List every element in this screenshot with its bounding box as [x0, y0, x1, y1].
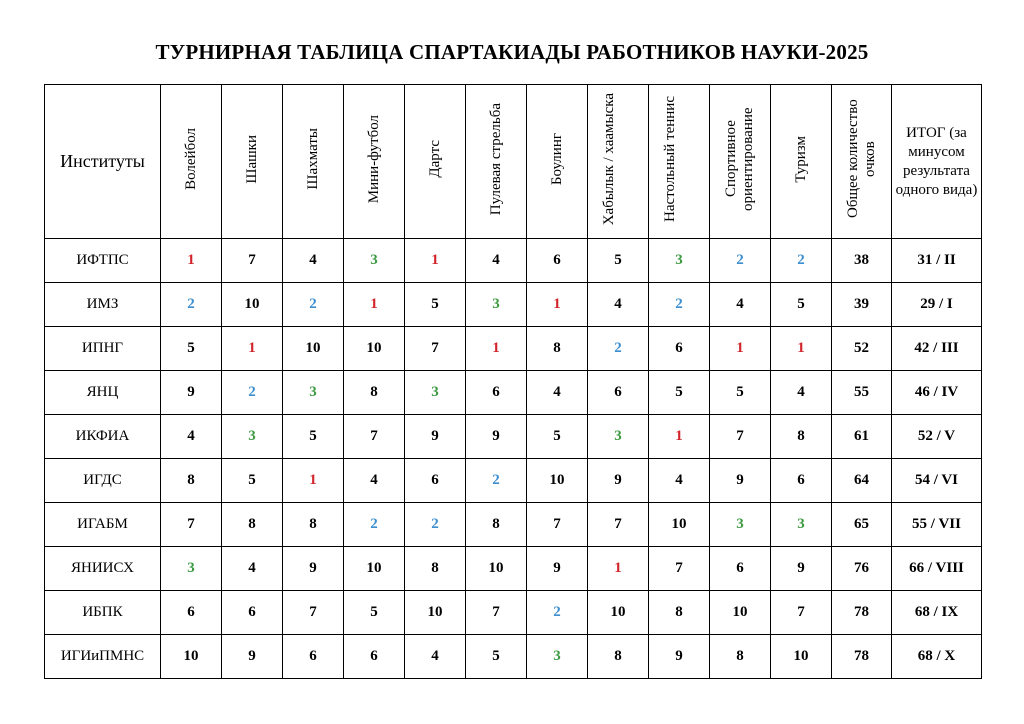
column-header-label: Мини-футбол: [365, 114, 382, 204]
place-cell: 7: [405, 327, 466, 371]
column-header-sport: [588, 85, 649, 239]
column-header-sport: [771, 85, 832, 239]
place-cell: 7: [527, 503, 588, 547]
place-cell: 8: [527, 327, 588, 371]
total-cell: 39: [832, 283, 892, 327]
place-cell: 4: [527, 371, 588, 415]
place-cell: 9: [222, 635, 283, 679]
column-header-label: Туризм: [792, 135, 809, 183]
place-cell: 1: [283, 459, 344, 503]
table-row: [45, 503, 982, 547]
place-cell: 10: [466, 547, 527, 591]
total-cell: 78: [832, 635, 892, 679]
total-cell: 65: [832, 503, 892, 547]
place-cell: 7: [649, 547, 710, 591]
place-cell: 1: [222, 327, 283, 371]
final-result-cell: 46 / IV: [892, 371, 982, 415]
place-cell: 5: [222, 459, 283, 503]
place-cell: 4: [588, 283, 649, 327]
column-header-label: Волейбол: [182, 128, 199, 190]
place-cell: 2: [344, 503, 405, 547]
place-cell: 8: [466, 503, 527, 547]
place-cell: 3: [527, 635, 588, 679]
place-cell: 8: [588, 635, 649, 679]
place-cell: 6: [710, 547, 771, 591]
place-cell: 3: [405, 371, 466, 415]
table-row: [45, 459, 982, 503]
place-cell: 6: [344, 635, 405, 679]
final-result-cell: 55 / VII: [892, 503, 982, 547]
place-cell: 1: [527, 283, 588, 327]
table-row: [45, 371, 982, 415]
place-cell: 4: [283, 239, 344, 283]
column-header-label: Пулевая стрельба: [487, 102, 504, 216]
column-header-final: ИТОГ (за минусом результата одного вида): [892, 85, 982, 239]
column-header-sport: [466, 85, 527, 239]
place-cell: 10: [649, 503, 710, 547]
table-row: [45, 283, 982, 327]
place-cell: 10: [710, 591, 771, 635]
place-cell: 9: [466, 415, 527, 459]
place-cell: 1: [405, 239, 466, 283]
standings-table: [44, 84, 982, 679]
column-header-label: Шахматы: [304, 128, 321, 190]
place-cell: 3: [283, 371, 344, 415]
place-cell: 6: [222, 591, 283, 635]
place-cell: 10: [344, 327, 405, 371]
place-cell: 4: [649, 459, 710, 503]
place-cell: 5: [649, 371, 710, 415]
institute-cell: ИГДС: [45, 459, 161, 503]
place-cell: 10: [161, 635, 222, 679]
column-header-label: Хабылык / хаамыска: [601, 92, 617, 226]
place-cell: 1: [649, 415, 710, 459]
place-cell: 7: [222, 239, 283, 283]
place-cell: 9: [161, 371, 222, 415]
place-cell: 8: [283, 503, 344, 547]
place-cell: 5: [405, 283, 466, 327]
place-cell: 7: [466, 591, 527, 635]
total-cell: 61: [832, 415, 892, 459]
place-cell: 9: [405, 415, 466, 459]
place-cell: 2: [649, 283, 710, 327]
institute-cell: ИФТПС: [45, 239, 161, 283]
place-cell: 8: [344, 371, 405, 415]
place-cell: 1: [588, 547, 649, 591]
place-cell: 2: [405, 503, 466, 547]
place-cell: 7: [588, 503, 649, 547]
final-result-cell: 68 / IX: [892, 591, 982, 635]
place-cell: 2: [161, 283, 222, 327]
page-title: ТУРНИРНАЯ ТАБЛИЦА СПАРТАКИАДЫ РАБОТНИКОВ НАУКИ-2025: [155, 40, 869, 64]
table-row: [45, 547, 982, 591]
place-cell: 5: [344, 591, 405, 635]
table-row: [45, 415, 982, 459]
column-header-label: Боулинг: [548, 132, 565, 186]
place-cell: 6: [771, 459, 832, 503]
place-cell: 3: [710, 503, 771, 547]
place-cell: 5: [527, 415, 588, 459]
institute-cell: ИПНГ: [45, 327, 161, 371]
final-result-cell: 66 / VIII: [892, 547, 982, 591]
place-cell: 10: [222, 283, 283, 327]
column-header-sport: [344, 85, 405, 239]
place-cell: 6: [466, 371, 527, 415]
table-row: [45, 327, 982, 371]
place-cell: 8: [161, 459, 222, 503]
final-result-cell: 31 / II: [892, 239, 982, 283]
place-cell: 4: [344, 459, 405, 503]
place-cell: 9: [710, 459, 771, 503]
place-cell: 9: [771, 547, 832, 591]
place-cell: 5: [161, 327, 222, 371]
place-cell: 1: [161, 239, 222, 283]
table-row: [45, 635, 982, 679]
place-cell: 8: [649, 591, 710, 635]
total-cell: 76: [832, 547, 892, 591]
place-cell: 7: [161, 503, 222, 547]
place-cell: 7: [771, 591, 832, 635]
total-cell: 78: [832, 591, 892, 635]
place-cell: 4: [405, 635, 466, 679]
column-header-sport: [649, 85, 710, 239]
place-cell: 8: [710, 635, 771, 679]
institute-cell: ИГИиПМНС: [45, 635, 161, 679]
place-cell: 1: [466, 327, 527, 371]
column-header-label: Настольный теннис: [662, 96, 678, 222]
column-header-sport: [405, 85, 466, 239]
column-header-label: Шашки: [243, 134, 260, 184]
header-row: [45, 85, 982, 239]
place-cell: 10: [405, 591, 466, 635]
place-cell: 8: [771, 415, 832, 459]
column-header-label: Дартс: [426, 140, 443, 178]
place-cell: 5: [283, 415, 344, 459]
total-cell: 52: [832, 327, 892, 371]
place-cell: 10: [283, 327, 344, 371]
place-cell: 6: [588, 371, 649, 415]
institute-cell: ИГАБМ: [45, 503, 161, 547]
table-row: [45, 239, 982, 283]
column-header-sport: [161, 85, 222, 239]
place-cell: 9: [283, 547, 344, 591]
place-cell: 2: [466, 459, 527, 503]
place-cell: 9: [649, 635, 710, 679]
place-cell: 5: [466, 635, 527, 679]
place-cell: 9: [527, 547, 588, 591]
total-cell: 38: [832, 239, 892, 283]
place-cell: 9: [588, 459, 649, 503]
place-cell: 5: [771, 283, 832, 327]
institute-cell: ИКФИА: [45, 415, 161, 459]
institute-cell: ИБПК: [45, 591, 161, 635]
column-header-sport: [283, 85, 344, 239]
column-header-sport: [710, 85, 771, 239]
final-result-cell: 42 / III: [892, 327, 982, 371]
place-cell: 7: [283, 591, 344, 635]
column-header-label: Спортивное ориентирование: [723, 107, 756, 211]
place-cell: 6: [405, 459, 466, 503]
place-cell: 3: [222, 415, 283, 459]
place-cell: 4: [771, 371, 832, 415]
place-cell: 7: [710, 415, 771, 459]
place-cell: 2: [710, 239, 771, 283]
place-cell: 10: [527, 459, 588, 503]
institute-cell: ЯНИИСХ: [45, 547, 161, 591]
column-header-institutes: Институты: [45, 85, 161, 239]
place-cell: 4: [222, 547, 283, 591]
institute-cell: ЯНЦ: [45, 371, 161, 415]
final-result-cell: 29 / I: [892, 283, 982, 327]
place-cell: 6: [527, 239, 588, 283]
total-cell: 64: [832, 459, 892, 503]
place-cell: 2: [588, 327, 649, 371]
place-cell: 1: [344, 283, 405, 327]
place-cell: 1: [710, 327, 771, 371]
place-cell: 8: [405, 547, 466, 591]
place-cell: 6: [649, 327, 710, 371]
final-result-cell: 54 / VI: [892, 459, 982, 503]
place-cell: 10: [588, 591, 649, 635]
place-cell: 3: [466, 283, 527, 327]
place-cell: 5: [710, 371, 771, 415]
total-cell: 55: [832, 371, 892, 415]
place-cell: 4: [161, 415, 222, 459]
final-result-cell: 68 / X: [892, 635, 982, 679]
column-header-sport: [527, 85, 588, 239]
final-result-cell: 52 / V: [892, 415, 982, 459]
place-cell: 8: [222, 503, 283, 547]
place-cell: 3: [771, 503, 832, 547]
place-cell: 5: [588, 239, 649, 283]
column-header-sport: [222, 85, 283, 239]
place-cell: 1: [771, 327, 832, 371]
place-cell: 4: [466, 239, 527, 283]
column-header-total: [832, 85, 892, 239]
place-cell: 10: [771, 635, 832, 679]
column-header-label: Общее количество очков: [844, 99, 878, 219]
place-cell: 2: [283, 283, 344, 327]
table-body: [45, 239, 982, 679]
place-cell: 6: [283, 635, 344, 679]
place-cell: 2: [222, 371, 283, 415]
place-cell: 6: [161, 591, 222, 635]
institute-cell: ИМЗ: [45, 283, 161, 327]
place-cell: 4: [710, 283, 771, 327]
place-cell: 3: [344, 239, 405, 283]
place-cell: 2: [527, 591, 588, 635]
place-cell: 3: [161, 547, 222, 591]
table-row: [45, 591, 982, 635]
place-cell: 2: [771, 239, 832, 283]
place-cell: 3: [649, 239, 710, 283]
place-cell: 10: [344, 547, 405, 591]
place-cell: 3: [588, 415, 649, 459]
place-cell: 7: [344, 415, 405, 459]
